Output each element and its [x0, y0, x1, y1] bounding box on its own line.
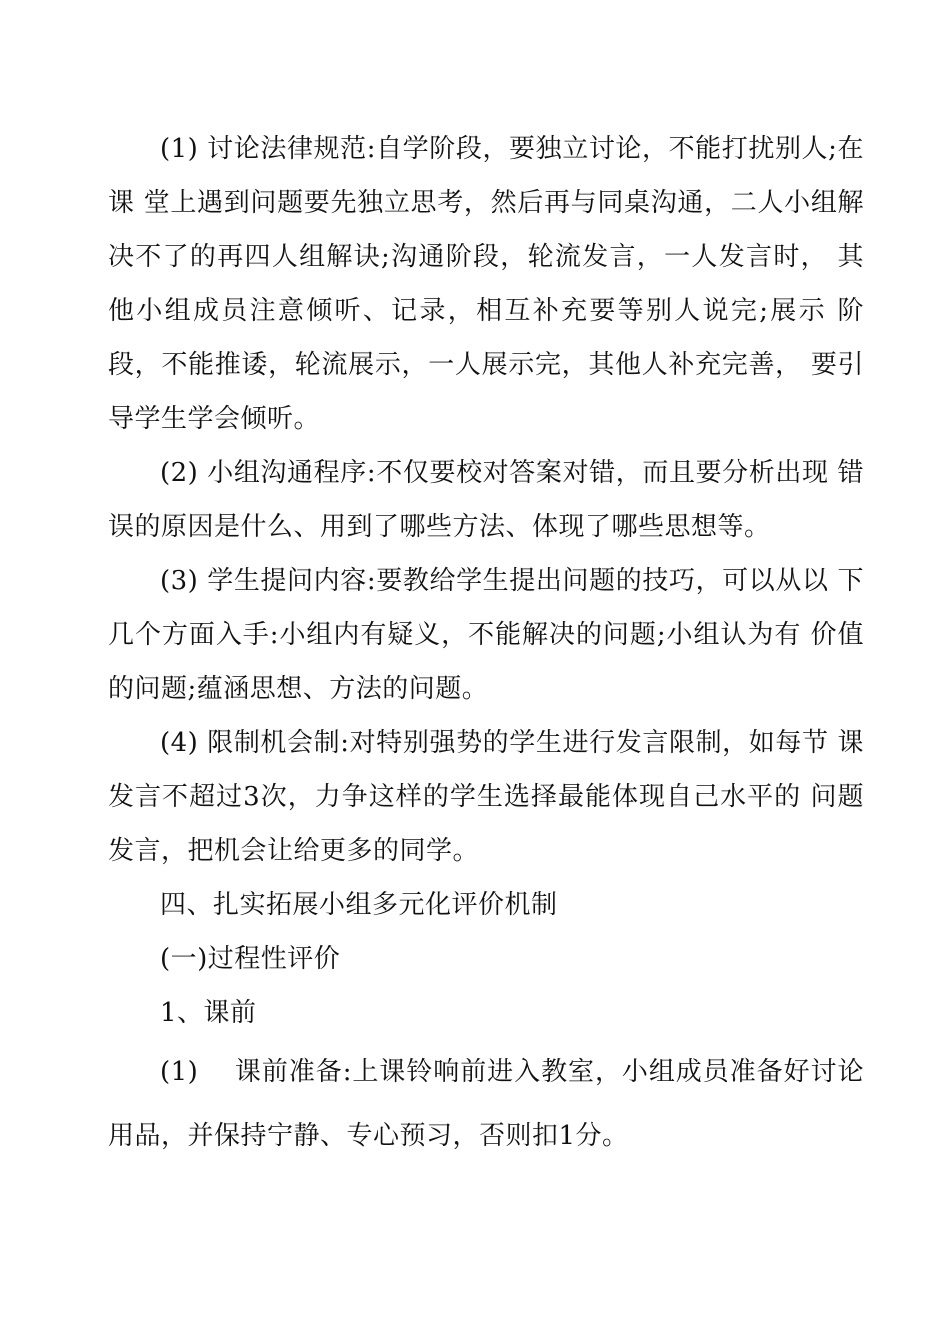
- paragraph-class-preparation: (1) 课前准备:上课铃响前进入教室，小组成员准备好讨论用品，并保持宁静、专心预习，否则扣1分。: [108, 1057, 864, 1151]
- paragraph-limit-opportunity: (4) 限制机会制:对特别强势的学生进行发言限制，如每节 课发言不超过3次，力争这样的学生选择最能体现自己水平的 问题发言，把机会让给更多的同学。: [108, 728, 864, 866]
- item-heading: 1、课前: [160, 998, 257, 1028]
- document-page: [108, 122, 864, 1168]
- subsection-heading: (一)过程性评价: [160, 944, 341, 974]
- paragraph-discussion-rules: (1) 讨论法律规范:自学阶段，要独立讨论，不能打扰别人;在课 堂上遇到问题要先独立思考，然后再与同桌沟通，二人小组解决不了的再四人组解诀;沟通阶段，轮流发言，一人发言时， 其他小组成员注意倾听、记录，相互补充要等别人说完;展示 阶段，不能推诿，轮流展示，一人展示完，其他人补充完善， 要引导学生学会倾听。: [108, 134, 864, 434]
- section-heading: 四、扎实拓展小组多元化评价机制: [160, 890, 558, 920]
- paragraph-group-procedure: (2) 小组沟通程序:不仅要校对答案对错，而且要分析出现 错误的原因是什么、用到了哪些方法、体现了哪些思想等。: [108, 458, 864, 542]
- paragraph-student-questions: (3) 学生提问内容:要教给学生提出问题的技巧，可以从以 下几个方面入手:小组内有疑义，不能解决的问题;小组认为有 价值的问题;蕴涵思想、方法的问题。: [108, 566, 864, 704]
